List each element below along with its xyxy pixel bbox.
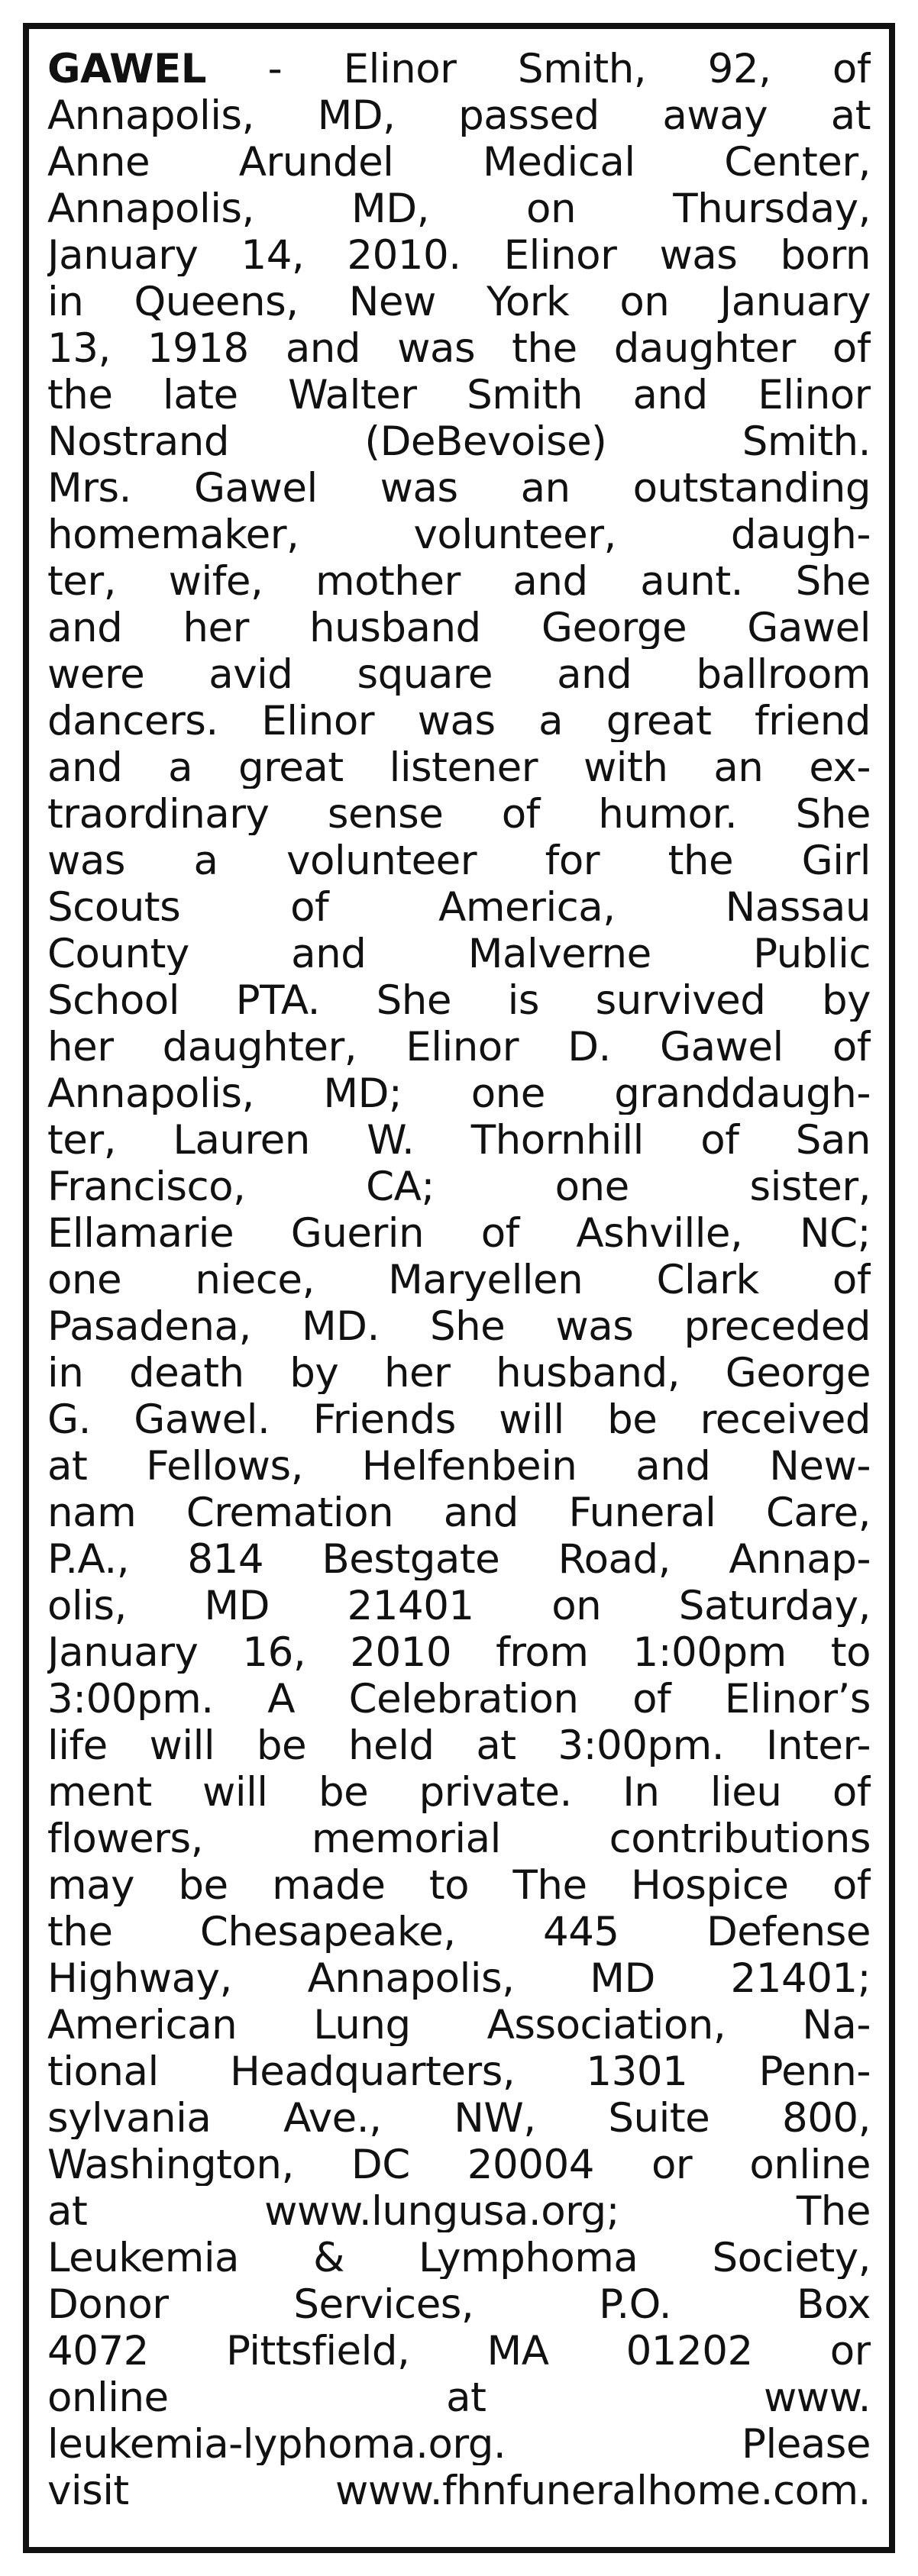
obituary-line: ter, Lauren W. Thornhill of San — [47, 1120, 871, 1161]
obituary-text — [47, 49, 871, 2527]
obituary-line: Anne Arundel Medical Center, — [47, 142, 871, 183]
obituary-line: County and Malverne Public — [47, 934, 871, 975]
obituary-line: in death by her husband, George — [47, 1353, 871, 1394]
obituary-line: flowers, memorial contributions — [47, 1819, 871, 1860]
obituary-line: Washington, DC 20004 or online — [47, 2145, 871, 2186]
obituary-line: 4072 Pittsfield, MA 01202 or — [47, 2331, 871, 2372]
obituary-line: at www.lungusa.org; The — [47, 2191, 871, 2232]
obituary-line: one niece, Maryellen Clark of — [47, 1260, 871, 1301]
surname-heading: GAWEL — [47, 49, 207, 90]
obituary-line: was a volunteer for the Girl — [47, 841, 871, 882]
obituary-line: Scouts of America, Nassau — [47, 887, 871, 928]
obituary-line: ter, wife, mother and aunt. She — [47, 561, 871, 602]
obituary-line: Donor Services, P.O. Box — [47, 2284, 871, 2326]
obituary-line: visit www.fhnfuneralhome.com. — [47, 2471, 871, 2512]
obituary-notice — [23, 23, 895, 2553]
obituary-line: at Fellows, Helfenbein and New- — [47, 1446, 871, 1487]
obituary-line: dancers. Elinor was a great friend — [47, 701, 871, 742]
obituary-line: in Queens, New York on January — [47, 282, 871, 323]
obituary-line: Mrs. Gawel was an outstanding — [47, 468, 871, 509]
obituary-line: the Chesapeake, 445 Defense — [47, 1912, 871, 1953]
obituary-line: January 16, 2010 from 1:00pm to — [47, 1632, 871, 1674]
obituary-line: Leukemia & Lymphoma Society, — [47, 2238, 871, 2279]
obituary-line: Francisco, CA; one sister, — [47, 1167, 871, 1208]
obituary-line: sylvania Ave., NW, Suite 800, — [47, 2098, 871, 2139]
obituary-line: January 14, 2010. Elinor was born — [47, 235, 871, 276]
obituary-line: American Lung Association, Na- — [47, 2005, 871, 2046]
obituary-line: tional Headquarters, 1301 Penn- — [47, 2051, 871, 2093]
obituary-line: Highway, Annapolis, MD 21401; — [47, 1958, 871, 2000]
obituary-line: 13, 1918 and was the daughter of — [47, 328, 871, 370]
obituary-line: Annapolis, MD, on Thursday, — [47, 189, 871, 230]
obituary-line: Ellamarie Guerin of Ashville, NC; — [47, 1213, 871, 1254]
obituary-line-text: - Elinor Smith, 92, of — [206, 49, 871, 90]
obituary-line: the late Walter Smith and Elinor — [47, 375, 871, 416]
obituary-line: 3:00pm. A Celebration of Elinor’s — [47, 1679, 871, 1720]
obituary-line: Pasadena, MD. She was preceded — [47, 1306, 871, 1348]
obituary-line: life will be held at 3:00pm. Inter- — [47, 1725, 871, 1767]
obituary-line: Annapolis, MD, passed away at — [47, 95, 871, 137]
obituary-line: online at www. — [47, 2377, 871, 2419]
obituary-line: School PTA. She is survived by — [47, 980, 871, 1022]
obituary-line: Annapolis, MD; one granddaugh- — [47, 1073, 871, 1115]
obituary-line — [47, 49, 871, 90]
obituary-line: ment will be private. In lieu of — [47, 1772, 871, 1813]
obituary-line: may be made to The Hospice of — [47, 1865, 871, 1906]
obituary-line: leukemia-lyphoma.org. Please — [47, 2424, 871, 2465]
obituary-line: homemaker, volunteer, daugh- — [47, 515, 871, 556]
obituary-line: traordinary sense of humor. She — [47, 794, 871, 835]
obituary-line: nam Cremation and Funeral Care, — [47, 1493, 871, 1534]
obituary-line: G. Gawel. Friends will be received — [47, 1399, 871, 1441]
obituary-line: her daughter, Elinor D. Gawel of — [47, 1027, 871, 1068]
obituary-line: Nostrand (DeBevoise) Smith. — [47, 421, 871, 463]
obituary-line: and her husband George Gawel — [47, 608, 871, 649]
obituary-line: olis, MD 21401 on Saturday, — [47, 1586, 871, 1627]
obituary-line: and a great listener with an ex- — [47, 747, 871, 789]
obituary-line: P.A., 814 Bestgate Road, Annap- — [47, 1539, 871, 1580]
obituary-line: were avid square and ballroom — [47, 654, 871, 696]
